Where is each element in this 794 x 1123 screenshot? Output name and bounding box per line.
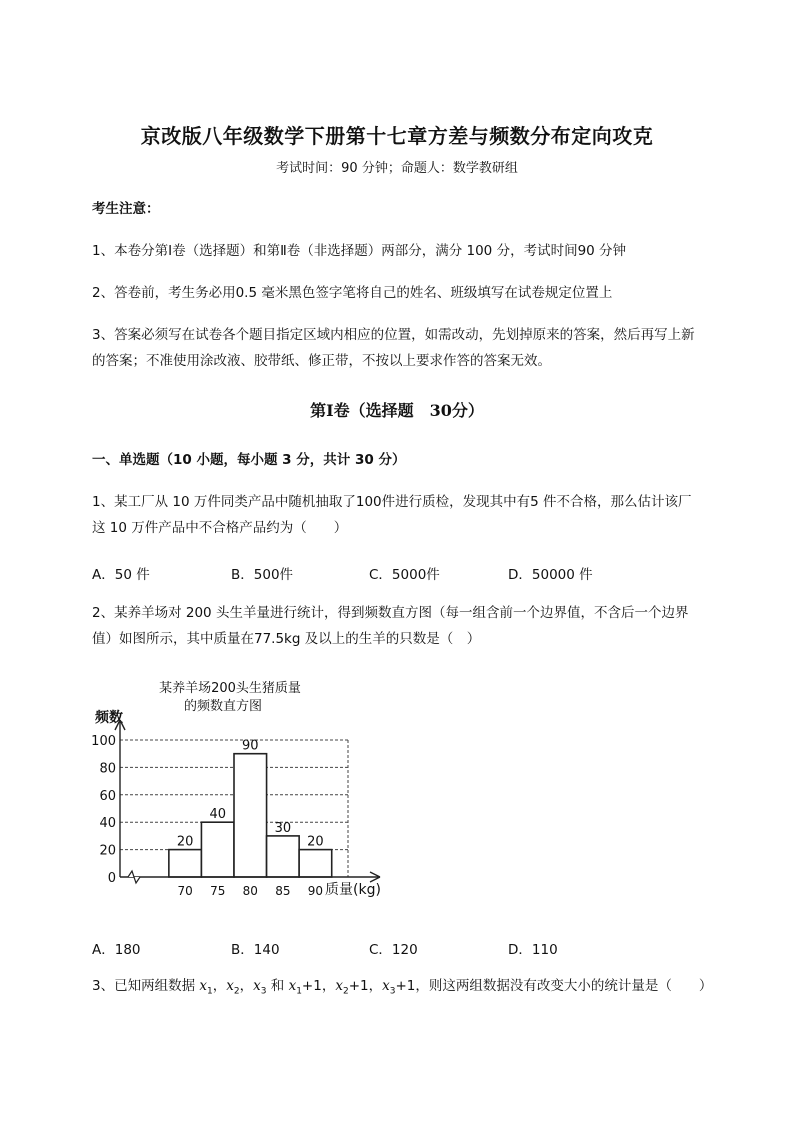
- option-c[interactable]: C．5000件: [369, 567, 440, 583]
- var-sub: 3: [389, 986, 396, 997]
- histogram-chart: [91, 670, 405, 905]
- notice-item: 1、本卷分第Ⅰ卷（选择题）和第Ⅱ卷（非选择题）两部分，满分 100 分，考试时间90 分钟: [92, 243, 627, 259]
- option-d[interactable]: D．50000 件: [508, 567, 593, 583]
- x-axis-label: 质量(kg): [325, 882, 381, 898]
- var: x: [288, 978, 297, 994]
- bar-value-label: 90: [242, 738, 259, 754]
- y-tick-label: 100: [91, 734, 116, 749]
- var-sub: 2: [342, 986, 349, 997]
- sep: ，: [239, 978, 254, 994]
- y-tick-label: 40: [99, 816, 116, 832]
- question-text: 这 10 万件产品中不合格产品约为（ ）: [92, 520, 348, 536]
- var-sub: 1: [296, 986, 302, 997]
- var-sub: 3: [260, 986, 267, 997]
- histogram-bar: [267, 836, 300, 877]
- page-title: 京改版八年级数学下册第十七章方差与频数分布定向攻克: [140, 124, 654, 148]
- question-suffix: 则这两组数据没有改变大小的统计量是（ ）: [428, 978, 713, 994]
- var-sub: 2: [233, 986, 240, 997]
- option-b[interactable]: B．500件: [231, 567, 294, 583]
- y-tick-label: 20: [99, 843, 116, 859]
- y-tick-label: 0: [107, 871, 116, 886]
- sep: +1，: [348, 978, 383, 994]
- var: x: [226, 978, 234, 994]
- x-tick-label: 90: [307, 884, 324, 898]
- chart-title: 某养羊场200头生猪质量: [159, 681, 301, 696]
- x-tick-label: 85: [275, 884, 291, 898]
- histogram-bar: [299, 850, 332, 877]
- exam-info: 考试时间：90 分钟；命题人：数学教研组: [276, 161, 518, 176]
- x-tick-label: 75: [210, 884, 226, 898]
- bar-value-label: 40: [209, 807, 226, 823]
- y-tick-label: 60: [99, 788, 116, 804]
- sep: 和: [266, 978, 289, 994]
- var: x: [199, 978, 208, 994]
- question-text: 1、某工厂从 10 万件同类产品中随机抽取了100件进行质检，发现其中有5 件不合格，那么估计该厂: [92, 494, 692, 510]
- section-title: 第Ⅰ卷（选择题 30分）: [310, 401, 484, 420]
- var: x: [335, 978, 343, 994]
- axis-break: [128, 871, 140, 883]
- bar-value-label: 20: [176, 834, 194, 850]
- histogram-bar: [234, 754, 267, 877]
- notice-item: 的答案；不准使用涂改液、胶带纸、修正带，不按以上要求作答的答案无效。: [92, 353, 551, 369]
- option-a[interactable]: A．50 件: [92, 567, 150, 583]
- sep: ，: [212, 978, 227, 994]
- chart-subtitle: 的频数直方图: [183, 699, 263, 714]
- option-d[interactable]: D．110: [508, 942, 558, 958]
- notice-heading: 考生注意：: [92, 201, 160, 217]
- option-b[interactable]: B．140: [231, 942, 280, 958]
- histogram-bar: [201, 822, 234, 877]
- option-c[interactable]: C．120: [369, 942, 418, 958]
- var-sub: 1: [207, 986, 213, 997]
- bar-value-label: 30: [274, 820, 292, 836]
- notice-item: 2、答卷前，考生务必用0.5 毫米黑色签字笔将自己的姓名、班级填写在试卷规定位置上: [92, 285, 613, 301]
- question-prefix: 3、已知两组数据: [92, 978, 200, 994]
- y-tick-label: 80: [99, 761, 116, 777]
- bar-value-label: 20: [307, 834, 324, 850]
- sep: +1，: [301, 978, 336, 994]
- var: x: [253, 978, 261, 994]
- option-a[interactable]: A．180: [92, 942, 141, 958]
- var: x: [382, 978, 390, 994]
- y-axis-label: 频数: [95, 710, 123, 726]
- sep: +1，: [395, 978, 429, 994]
- part-heading: 一、单选题（10 小题，每小题 3 分，共计 30 分）: [92, 452, 406, 468]
- histogram-bar: [169, 850, 202, 877]
- x-tick-label: 80: [242, 884, 258, 898]
- question-text: [92, 973, 712, 1005]
- question-text: 2、某养羊场对 200 头生羊量进行统计，得到频数直方图（每一组含前一个边界值，不含后一个边界: [92, 605, 689, 621]
- question-text: 值）如图所示，其中质量在77.5kg 及以上的生羊的只数是（ ）: [92, 631, 481, 647]
- notice-item: 3、答案必须写在试卷各个题目指定区域内相应的位置，如需改动，先划掉原来的答案，然后再写上新: [92, 327, 695, 343]
- x-tick-label: 70: [177, 884, 193, 898]
